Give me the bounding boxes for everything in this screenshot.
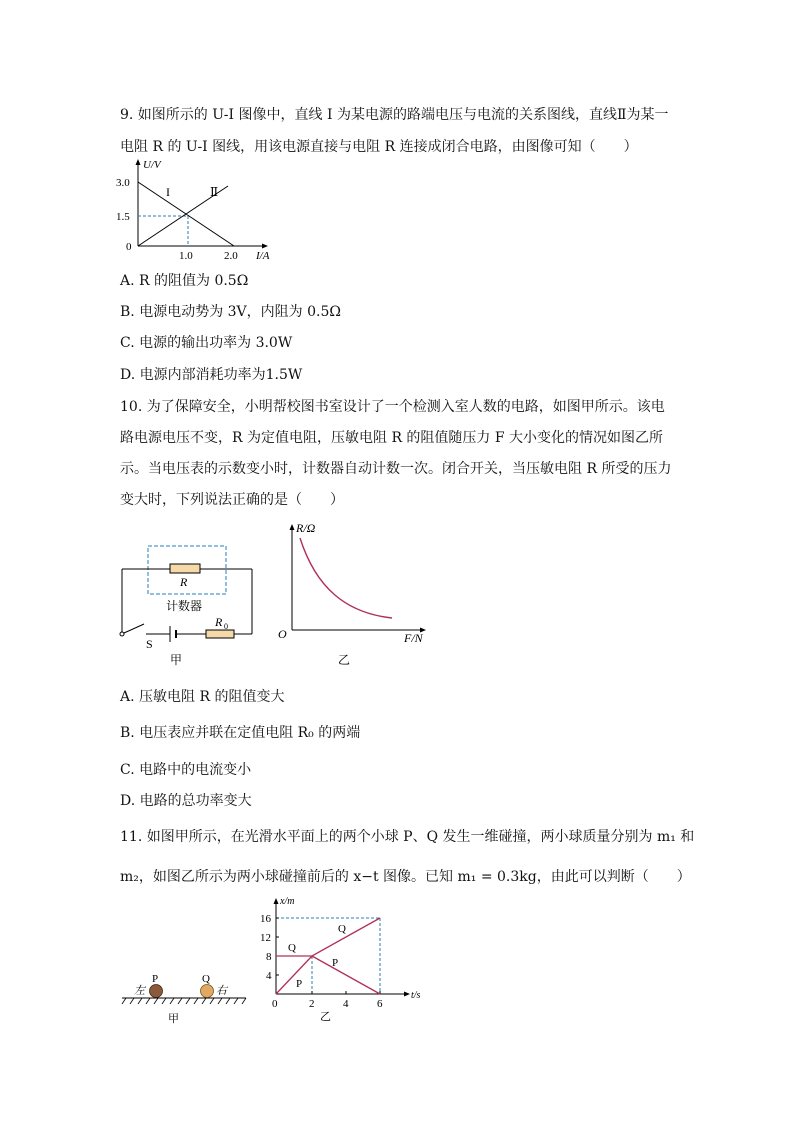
- q10-r-label: R: [180, 575, 188, 589]
- q11-right-label: 右: [216, 985, 227, 997]
- q10-switch-blade: [124, 624, 144, 633]
- q11-label-p-before: P: [296, 978, 303, 990]
- q9-xlabel: I/A: [256, 250, 270, 262]
- q11-xtick-6: 6: [377, 998, 383, 1010]
- q10-circuit-diagram: [114, 538, 260, 672]
- q10-switch-label: S: [146, 637, 153, 651]
- q9-line-I-label: I: [166, 185, 170, 199]
- q11-graph-caption: 乙: [320, 1011, 331, 1023]
- q10-stem-line3: 示。当电压表的示数变小时，计数器自动计数一次。闭合开关，当压敏电阻 R 所受的压力: [120, 461, 672, 477]
- q9-ylabel: U/V: [143, 159, 161, 171]
- q10-y-arrow: [290, 524, 295, 530]
- q10-r0-subscript: 0: [224, 622, 228, 631]
- q11-label-p-after: P: [332, 957, 339, 969]
- q9-x-arrow: [262, 244, 268, 249]
- q9-line-II-label: Ⅱ: [210, 185, 219, 199]
- q9-y-arrow: [136, 159, 141, 165]
- q11-ytick-8: 8: [266, 951, 272, 963]
- q11-ball-p: [150, 985, 163, 998]
- q9-ytick-3: 3.0: [116, 177, 130, 189]
- q11-xtick-0: 0: [272, 998, 278, 1010]
- q10-stem-line2: 路电源电压不变，R 为定值电阻，压敏电阻 R 的阻值随压力 F 大小变化的情况如图乙所: [120, 430, 664, 446]
- q9-option-a: A. R 的阻值为 0.5Ω: [120, 273, 249, 289]
- q11-line-p: [276, 956, 380, 994]
- q11-xt-graph: [256, 894, 432, 1024]
- q10-graph-caption: 乙: [338, 653, 351, 667]
- q11-ytick-12: 12: [260, 932, 271, 944]
- q11-ytick-4: 4: [266, 970, 272, 982]
- q10-stem-line4: 变大时，下列说法正确的是（ ）: [120, 492, 344, 508]
- q11-stem-line1: 11. 如图甲所示，在光滑水平面上的两个小球 P、Q 发生一维碰撞，两小球质量分别为 m₁ 和: [120, 829, 695, 845]
- q10-graph-xlabel: F/N: [404, 631, 423, 645]
- q10-option-b: B. 电压表应并联在定值电阻 R₀ 的两端: [120, 725, 361, 741]
- q10-counter-label: 计数器: [166, 599, 203, 613]
- q10-r0-label: R: [215, 615, 223, 629]
- q9-option-d: D. 电源内部消耗功率为1.5W: [120, 367, 303, 383]
- q11-ylabel: x/m: [280, 896, 295, 907]
- q10-graph-origin: O: [278, 627, 287, 641]
- q11-x-arrow: [404, 992, 410, 997]
- q9-option-b: B. 电源电动势为 3V，内阻为 0.5Ω: [120, 304, 341, 320]
- q10-graph-ylabel: R/Ω: [296, 521, 316, 535]
- q10-option-d: D. 电路的总功率变大: [120, 793, 252, 809]
- q10-circuit-caption: 甲: [170, 653, 183, 667]
- q10-option-c: C. 电路中的电流变小: [120, 762, 252, 778]
- q9-stem-line2: 电阻 R 的 U-I 图线，用该电源直接与电阻 R 连接成闭合电路，由图像可知（ ）: [120, 139, 638, 155]
- q9-ui-graph: [112, 156, 282, 262]
- q10-option-a: A. 压敏电阻 R 的阻值变大: [120, 689, 285, 705]
- q11-label-q-before: Q: [288, 942, 296, 954]
- q9-option-c: C. 电源的输出功率为 3.0W: [120, 335, 293, 351]
- q10-stem-line1: 10. 为了保障安全，小明帮校图书室设计了一个检测入室人数的电路，如图甲所示。该电: [120, 399, 665, 415]
- q11-ball-q-label: Q: [202, 973, 210, 985]
- q9-ytick-0: 0: [126, 241, 132, 253]
- q10-switch-pivot: [120, 632, 124, 636]
- q9-stem-line1: 9. 如图所示的 U-I 图像中，直线 I 为某电源的路端电压与电流的关系图线，直线Ⅱ为某一: [120, 107, 669, 123]
- q11-ball-p-label: P: [152, 973, 159, 985]
- q9-ytick-1.5: 1.5: [116, 211, 130, 223]
- q11-ytick-16: 16: [260, 913, 271, 925]
- q11-label-q-after: Q: [338, 923, 346, 935]
- q11-ball-scene: [120, 964, 250, 1026]
- q11-xlabel: t/s: [411, 990, 421, 1001]
- q10-r-f-graph: [276, 518, 436, 670]
- q11-left-label: 左: [134, 985, 145, 997]
- q11-ball-q: [201, 985, 214, 998]
- q11-stem-line2: m₂，如图乙所示为两小球碰撞前后的 x−t 图像。已知 m₁ = 0.3kg，由此可以判断（ ）: [120, 869, 691, 885]
- q9-xtick-1: 1.0: [179, 250, 193, 262]
- q11-scene-caption: 甲: [168, 1013, 179, 1025]
- q11-xtick-2: 2: [309, 998, 315, 1010]
- q11-y-arrow: [274, 898, 279, 904]
- q9-xtick-2: 2.0: [224, 250, 238, 262]
- q10-r-f-curve: [300, 538, 392, 618]
- q10-resistor-r0: [206, 630, 234, 638]
- q11-ground-hatch: [122, 998, 246, 1004]
- q10-resistor-r: [170, 564, 200, 573]
- q11-xtick-4: 4: [343, 998, 349, 1010]
